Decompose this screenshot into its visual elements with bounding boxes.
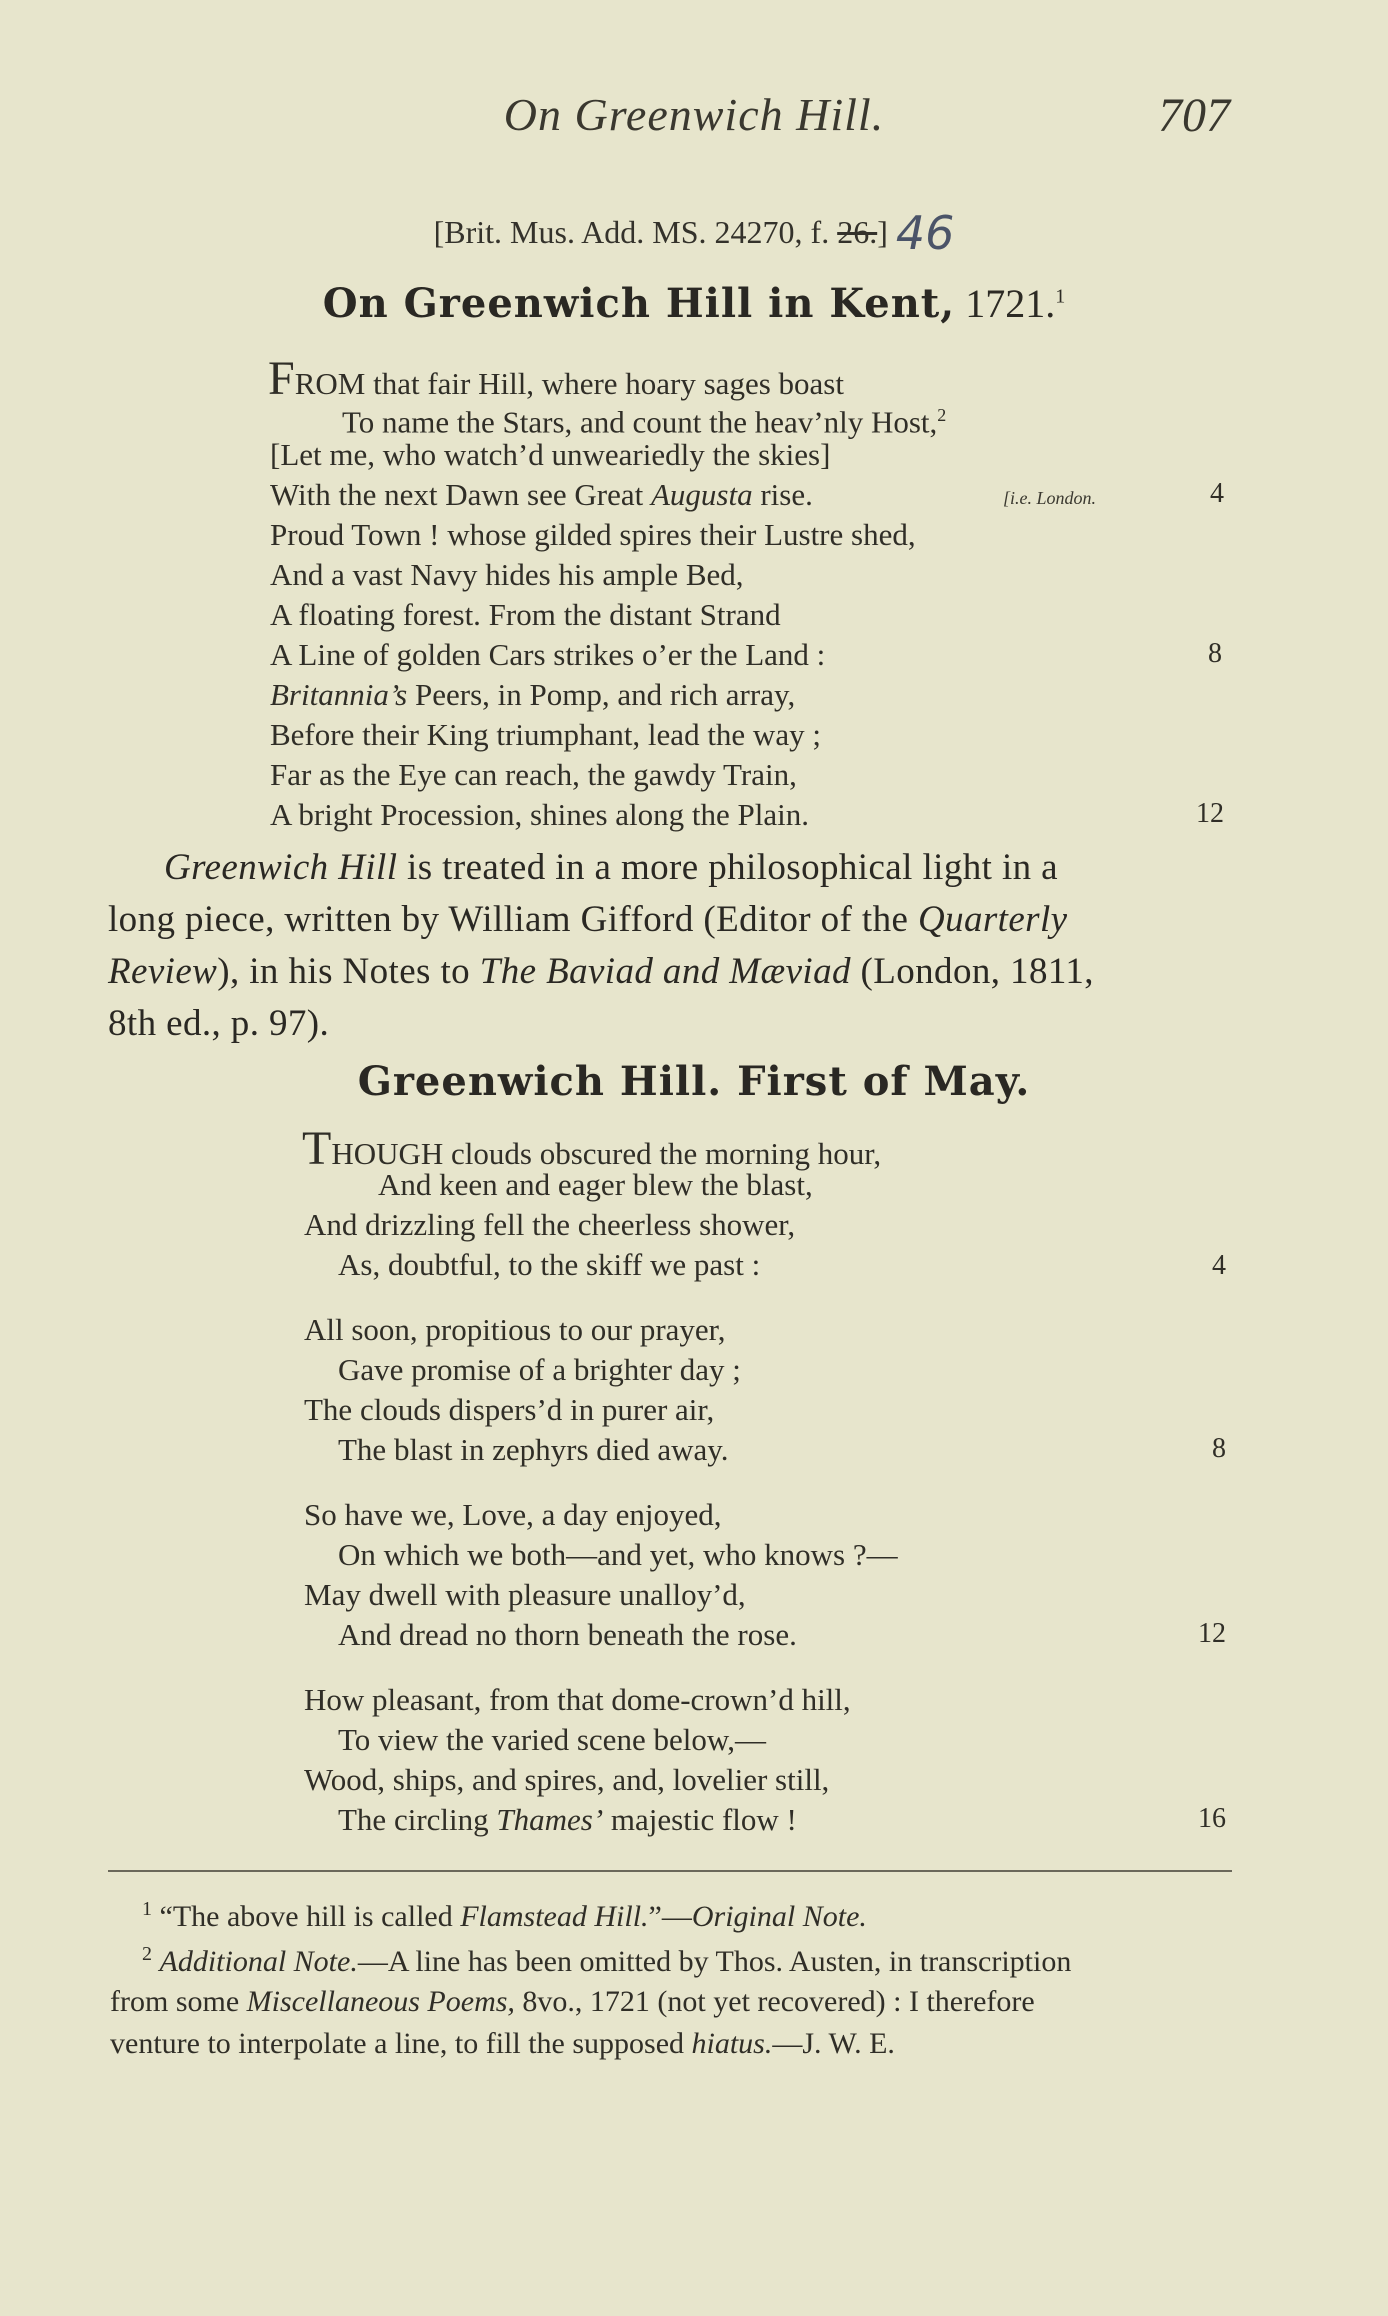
poem1-line-text: And a vast Navy hides his ample Bed,	[270, 557, 744, 592]
poem1-title-footnote-ref: 1	[1055, 285, 1066, 308]
poem1-line-number: 8	[1208, 638, 1222, 669]
manuscript-reference	[0, 200, 1388, 260]
poem2-line	[338, 1800, 797, 1840]
footnote-text: —J. W. E.	[772, 2027, 895, 2060]
footnote-2-line-3	[110, 2027, 895, 2061]
poem1-line-number: 12	[1196, 798, 1224, 829]
prose-italic: Greenwich Hill	[164, 847, 398, 888]
marginal-gloss: [i.e. London.	[1003, 488, 1097, 508]
footnote-italic: Original Note.	[691, 1900, 867, 1933]
poem1-line-text: Far as the Eye can reach, the gawdy Train,	[270, 757, 797, 792]
footnote-text: 8vo., 1721 (not yet recovered) : I therefore	[514, 1985, 1035, 2018]
ms-ref-text: [Brit. Mus. Add. MS. 24270, f.	[433, 214, 838, 250]
poem1-title-year: 1721.	[965, 281, 1056, 326]
poem1-line-10	[270, 715, 821, 755]
prose-text: 8th ed., p. 97).	[108, 1003, 330, 1044]
footnote-2-line-2	[110, 1985, 1035, 2019]
footnote-italic: Flamstead Hill.	[460, 1900, 649, 1933]
poem1-line-4	[270, 475, 813, 515]
poem1-line-text: Proud Town ! whose gilded spires their Lustre shed,	[270, 517, 916, 552]
poem1-line-text: ROM that fair Hill, where hoary sages boast	[294, 366, 844, 401]
poem1-line-5	[270, 515, 916, 555]
poem2-line-italic: Thames’	[496, 1802, 604, 1837]
poem2-line: All soon, propitious to our prayer,	[304, 1312, 726, 1347]
footnote-text: “The above hill is called	[159, 1900, 461, 1933]
poem1-line-text: rise.	[752, 477, 813, 512]
prose-italic: Review	[108, 951, 218, 992]
poem1-line-11	[270, 755, 797, 795]
poem1-line-text: A Line of golden Cars strikes o’er the Land :	[270, 637, 826, 672]
poem2-line-number: 16	[1198, 1803, 1226, 1834]
poem2-line: To view the varied scene below,—	[338, 1722, 766, 1757]
running-title: On Greenwich Hill.	[503, 89, 885, 140]
poem2-line-text: The circling	[338, 1802, 497, 1837]
prose-text: ), in his Notes to	[217, 951, 480, 992]
prose-line-1	[164, 846, 1058, 889]
poem2-line-number: 12	[1198, 1618, 1226, 1649]
prose-text: (London, 1811,	[850, 951, 1094, 992]
footnote-number: 2	[142, 1943, 152, 1965]
prose-text: long piece, written by William Gifford (Editor of the	[108, 899, 918, 940]
poem2-line: And drizzling fell the cheerless shower,	[304, 1207, 796, 1242]
poem1-line-italic: Augusta	[650, 477, 753, 512]
poem2-line: Gave promise of a brighter day ;	[338, 1352, 741, 1387]
footnote-italic: Additional Note.	[159, 1945, 358, 1978]
poem2-line-number: 4	[1212, 1250, 1226, 1281]
poem1-line-text: A floating forest. From the distant Strand	[270, 597, 781, 632]
poem2-line: The clouds dispers’d in purer air,	[304, 1392, 715, 1427]
footnote-text: ”—	[648, 1900, 692, 1933]
poem2-line: On which we both—and yet, who knows ?—	[338, 1537, 898, 1572]
poem1-line-text: [Let me, who watch’d unweariedly the skies]	[270, 437, 831, 472]
poem2-dropcap: T	[302, 1122, 332, 1175]
poem1-line-text: To name the Stars, and count the heav’nly Host,	[342, 404, 938, 440]
poem1-line-italic: Britannia’s	[270, 677, 408, 712]
page-number: 707	[1158, 89, 1230, 142]
poem2-line: The blast in zephyrs died away.	[338, 1432, 729, 1467]
poem1-line-12	[270, 795, 809, 835]
poem2-line: And keen and eager blew the blast,	[378, 1167, 813, 1202]
footnote-number: 1	[142, 1898, 152, 1920]
prose-line-2	[108, 898, 1067, 941]
footnote-text: from some	[110, 1985, 247, 2018]
ms-ref-struck-folio: 26.	[837, 214, 878, 250]
poem2-line-text: HOUGH clouds obscured the morning hour,	[331, 1136, 882, 1171]
prose-italic: Quarterly	[917, 899, 1068, 940]
footnote-italic: Miscellaneous Poems,	[246, 1985, 515, 2018]
prose-line-3	[108, 950, 1094, 993]
poem1-title	[0, 280, 1388, 327]
prose-line-4	[108, 1002, 329, 1045]
poem2-line: And dread no thorn beneath the rose.	[338, 1617, 797, 1652]
prose-italic: The Baviad and Mæviad	[479, 951, 851, 992]
poem1-line-text: Before their King triumphant, lead the way ;	[270, 717, 821, 752]
poem2-line-text: majestic flow !	[603, 1802, 797, 1837]
prose-text: is treated in a more philosophical light in a	[397, 847, 1058, 888]
poem2-line-number: 8	[1212, 1433, 1226, 1464]
poem1-line-text: Peers, in Pomp, and rich array,	[407, 677, 796, 712]
handwritten-folio: 46	[895, 206, 955, 260]
poem1-line-6	[270, 555, 744, 595]
footnote-text: —A line has been omitted by Thos. Austen, in transcription	[357, 1945, 1072, 1978]
poem1-title-text: On Greenwich Hill in Kent,	[322, 280, 956, 327]
poem1-line-number: 4	[1210, 478, 1224, 509]
footnote-text: venture to interpolate a line, to fill the supposed	[110, 2027, 692, 2060]
poem2-title: Greenwich Hill. First of May.	[357, 1058, 1031, 1105]
footnote-2	[142, 1943, 1071, 1979]
poem1-footnote-ref: 2	[937, 405, 947, 425]
poem1-line-8	[270, 635, 825, 675]
footnote-1	[142, 1898, 867, 1934]
poem1-line-9	[270, 675, 795, 715]
poem1-dropcap: F	[268, 352, 295, 405]
footnote-rule	[108, 1870, 1232, 1872]
poem1-line-text: With the next Dawn see Great	[270, 477, 651, 512]
ms-ref-close: ]	[877, 214, 888, 250]
poem2-line: As, doubtful, to the skiff we past :	[338, 1247, 761, 1282]
footnote-italic: hiatus.	[691, 2027, 773, 2060]
poem2-line: Wood, ships, and spires, and, lovelier still,	[304, 1762, 830, 1797]
poem2-line: So have we, Love, a day enjoyed,	[304, 1497, 722, 1532]
poem1-line-text: A bright Procession, shines along the Plain.	[270, 797, 810, 832]
poem1-line-7	[270, 595, 781, 635]
poem2-line: How pleasant, from that dome-crown’d hill,	[304, 1682, 851, 1717]
poem2-line: May dwell with pleasure unalloy’d,	[304, 1577, 746, 1612]
poem1-line-3	[270, 435, 830, 475]
